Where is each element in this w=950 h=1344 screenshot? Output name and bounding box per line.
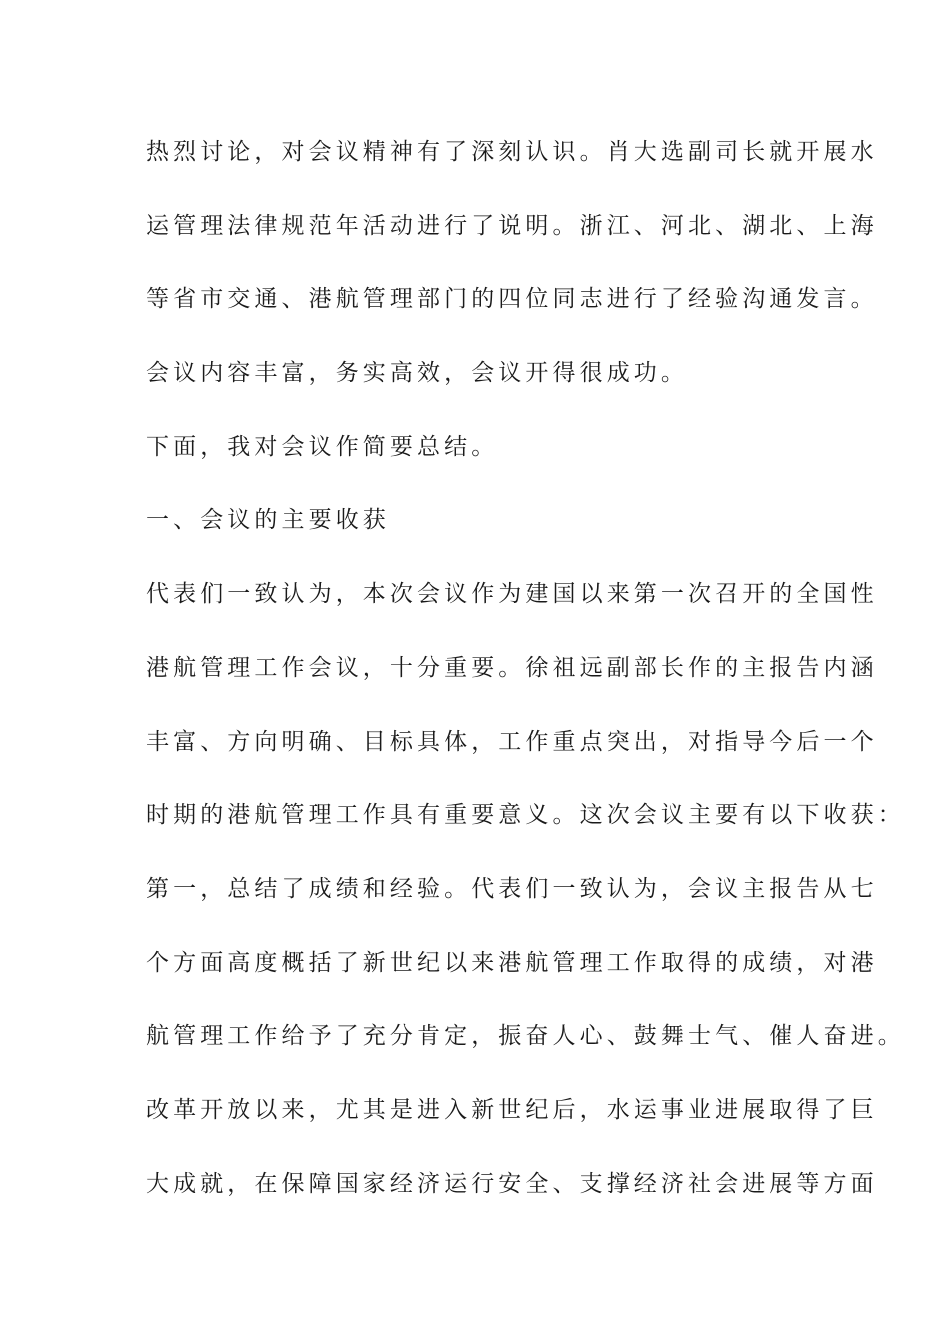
paragraph-line: 会议内容丰富，务实高效，会议开得很成功。 [146, 360, 688, 387]
paragraph-line: 航管理工作给予了充分肯定，振奋人心、鼓舞士气、催人奋进。 [146, 1023, 905, 1050]
paragraph-line: 第一，总结了成绩和经验。代表们一致认为，会议主报告从七 [146, 875, 878, 902]
paragraph-line: 改革开放以来，尤其是进入新世纪后，水运事业进展取得了巨 [146, 1096, 878, 1123]
paragraph-line: 港航管理工作会议，十分重要。徐祖远副部长作的主报告内涵 [146, 654, 878, 681]
paragraph-line: 下面，我对会议作简要总结。 [146, 433, 499, 460]
paragraph-line: 大成就，在保障国家经济运行安全、支撑经济社会进展等方面 [146, 1170, 878, 1197]
paragraph-line: 时期的港航管理工作具有重要意义。这次会议主要有以下收获： [146, 802, 905, 829]
paragraph-line: 运管理法律规范年活动进行了说明。浙江、河北、湖北、上海 [146, 212, 878, 239]
paragraph-line: 个方面高度概括了新世纪以来港航管理工作取得的成绩，对港 [146, 949, 878, 976]
paragraph-line: 丰富、方向明确、目标具体，工作重点突出，对指导今后一个 [146, 728, 878, 755]
section-heading: 一、会议的主要收获 [146, 507, 390, 534]
document-body [146, 132, 905, 1237]
paragraph-line: 代表们一致认为，本次会议作为建国以来第一次召开的全国性 [146, 581, 878, 608]
paragraph-line: 等省市交通、港航管理部门的四位同志进行了经验沟通发言。 [146, 286, 878, 313]
paragraph-line: 热烈讨论，对会议精神有了深刻认识。肖大选副司长就开展水 [146, 139, 878, 165]
